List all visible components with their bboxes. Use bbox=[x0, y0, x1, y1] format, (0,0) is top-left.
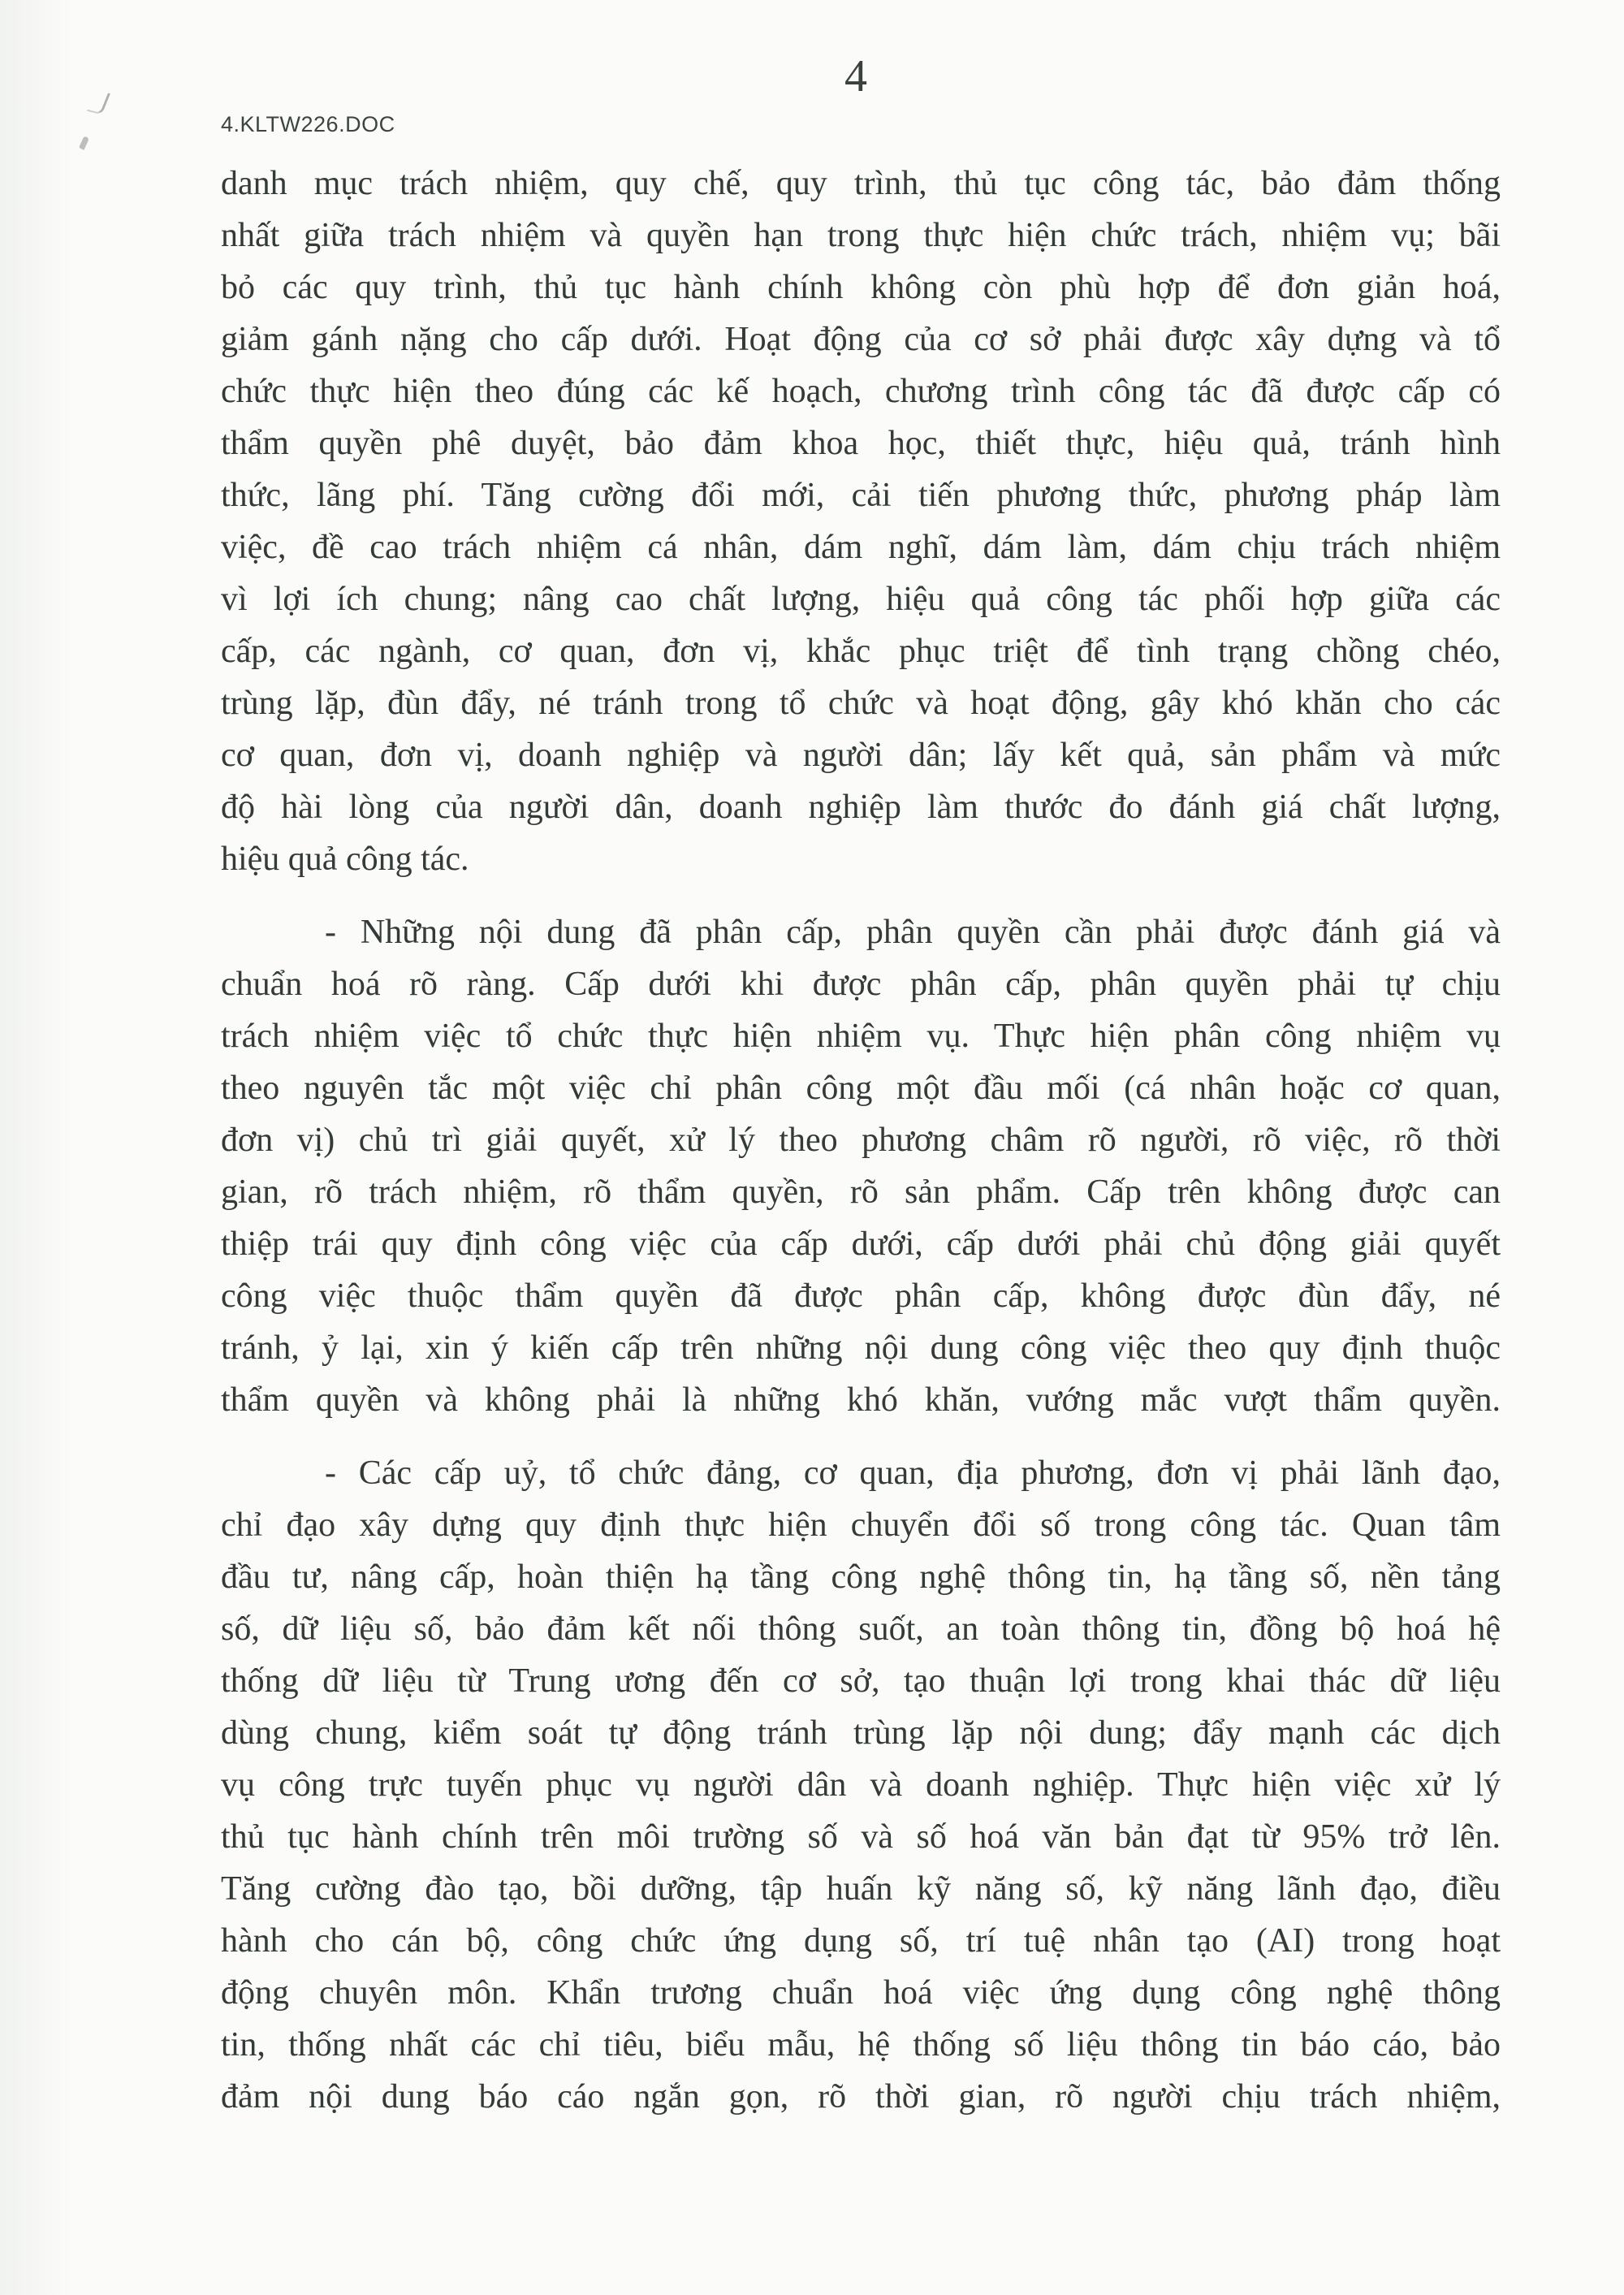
text-line: bỏ các quy trình, thủ tục hành chính không còn phù hợp để đơn giản hoá, bbox=[221, 269, 1501, 306]
text-line: thống dữ liệu từ Trung ương đến cơ sở, tạo thuận lợi trong khai thác dữ liệu bbox=[221, 1662, 1501, 1700]
text-line: số, dữ liệu số, bảo đảm kết nối thông suốt, an toàn thông tin, đồng bộ hoá hệ bbox=[221, 1610, 1501, 1648]
paragraph bbox=[221, 158, 1501, 885]
text-line: - Các cấp uỷ, tổ chức đảng, cơ quan, địa phương, đơn vị phải lãnh đạo, bbox=[325, 1454, 1501, 1492]
text-line: danh mục trách nhiệm, quy chế, quy trình, thủ tục công tác, bảo đảm thống bbox=[221, 165, 1501, 202]
page-number: 4 bbox=[844, 51, 867, 102]
text-line: độ hài lòng của người dân, doanh nghiệp làm thước đo đánh giá chất lượng, bbox=[221, 789, 1501, 826]
text-line: gian, rõ trách nhiệm, rõ thẩm quyền, rõ sản phẩm. Cấp trên không được can bbox=[221, 1173, 1501, 1211]
text-line: tin, thống nhất các chỉ tiêu, biểu mẫu, hệ thống số liệu thông tin báo cáo, bảo bbox=[221, 2026, 1501, 2064]
document-body bbox=[221, 158, 1501, 2123]
text-line: đầu tư, nâng cấp, hoàn thiện hạ tầng công nghệ thông tin, hạ tầng số, nền tảng bbox=[221, 1558, 1501, 1596]
scan-artifact-mark bbox=[79, 136, 89, 149]
text-line: vì lợi ích chung; nâng cao chất lượng, hiệu quả công tác phối hợp giữa các bbox=[221, 581, 1501, 618]
text-line: đơn vị) chủ trì giải quyết, xử lý theo phương châm rõ người, rõ việc, rõ thời bbox=[221, 1122, 1501, 1159]
text-line: thẩm quyền và không phải là những khó khăn, vướng mắc vượt thẩm quyền. bbox=[221, 1381, 1501, 1419]
text-line: hành cho cán bộ, công chức ứng dụng số, trí tuệ nhân tạo (AI) trong hoạt bbox=[221, 1922, 1501, 1960]
text-line: giảm gánh nặng cho cấp dưới. Hoạt động của cơ sở phải được xây dựng và tổ bbox=[221, 321, 1501, 358]
paragraph bbox=[221, 906, 1501, 1426]
text-line: dùng chung, kiểm soát tự động tránh trùng lặp nội dung; đẩy mạnh các dịch bbox=[221, 1714, 1501, 1752]
text-line: chuẩn hoá rõ ràng. Cấp dưới khi được phân cấp, phân quyền phải tự chịu bbox=[221, 966, 1501, 1003]
text-line: - Những nội dung đã phân cấp, phân quyền cần phải được đánh giá và bbox=[325, 914, 1501, 951]
text-line: đảm nội dung báo cáo ngắn gọn, rõ thời gian, rõ người chịu trách nhiệm, bbox=[221, 2078, 1501, 2116]
text-line: tránh, ỷ lại, xin ý kiến cấp trên những nội dung công việc theo quy định thuộc bbox=[221, 1329, 1501, 1367]
scan-artifact-mark bbox=[87, 90, 110, 115]
text-line: hiệu quả công tác. bbox=[221, 841, 469, 878]
text-line: nhất giữa trách nhiệm và quyền hạn trong thực hiện chức trách, nhiệm vụ; bãi bbox=[221, 217, 1501, 254]
text-line: theo nguyên tắc một việc chỉ phân công một đầu mối (cá nhân hoặc cơ quan, bbox=[221, 1070, 1501, 1107]
text-line: động chuyên môn. Khẩn trương chuẩn hoá việc ứng dụng công nghệ thông bbox=[221, 1974, 1501, 2012]
paragraph bbox=[221, 1447, 1501, 2123]
text-line: chỉ đạo xây dựng quy định thực hiện chuyển đổi số trong công tác. Quan tâm bbox=[221, 1506, 1501, 1544]
text-line: công việc thuộc thẩm quyền đã được phân cấp, không được đùn đẩy, né bbox=[221, 1277, 1501, 1315]
text-line: việc, đề cao trách nhiệm cá nhân, dám nghĩ, dám làm, dám chịu trách nhiệm bbox=[221, 529, 1501, 566]
text-line: trách nhiệm việc tổ chức thực hiện nhiệm vụ. Thực hiện phân công nhiệm vụ bbox=[221, 1018, 1501, 1055]
text-line: cơ quan, đơn vị, doanh nghiệp và người dân; lấy kết quả, sản phẩm và mức bbox=[221, 737, 1501, 774]
text-line: vụ công trực tuyến phục vụ người dân và doanh nghiệp. Thực hiện việc xử lý bbox=[221, 1766, 1501, 1804]
text-line: thủ tục hành chính trên môi trường số và số hoá văn bản đạt từ 95% trở lên. bbox=[221, 1818, 1501, 1856]
text-line: trùng lặp, đùn đẩy, né tránh trong tổ chức và hoạt động, gây khó khăn cho các bbox=[221, 685, 1501, 722]
text-line: Tăng cường đào tạo, bồi dưỡng, tập huấn kỹ năng số, kỹ năng lãnh đạo, điều bbox=[221, 1870, 1501, 1908]
text-line: cấp, các ngành, cơ quan, đơn vị, khắc phục triệt để tình trạng chồng chéo, bbox=[221, 633, 1501, 670]
text-line: thẩm quyền phê duyệt, bảo đảm khoa học, thiết thực, hiệu quả, tránh hình bbox=[221, 425, 1501, 462]
text-line: chức thực hiện theo đúng các kế hoạch, chương trình công tác đã được cấp có bbox=[221, 373, 1501, 410]
text-line: thiệp trái quy định công việc của cấp dưới, cấp dưới phải chủ động giải quyết bbox=[221, 1225, 1501, 1263]
text-line: thức, lãng phí. Tăng cường đổi mới, cải tiến phương thức, phương pháp làm bbox=[221, 477, 1501, 514]
document-code: 4.KLTW226.DOC bbox=[221, 112, 395, 136]
